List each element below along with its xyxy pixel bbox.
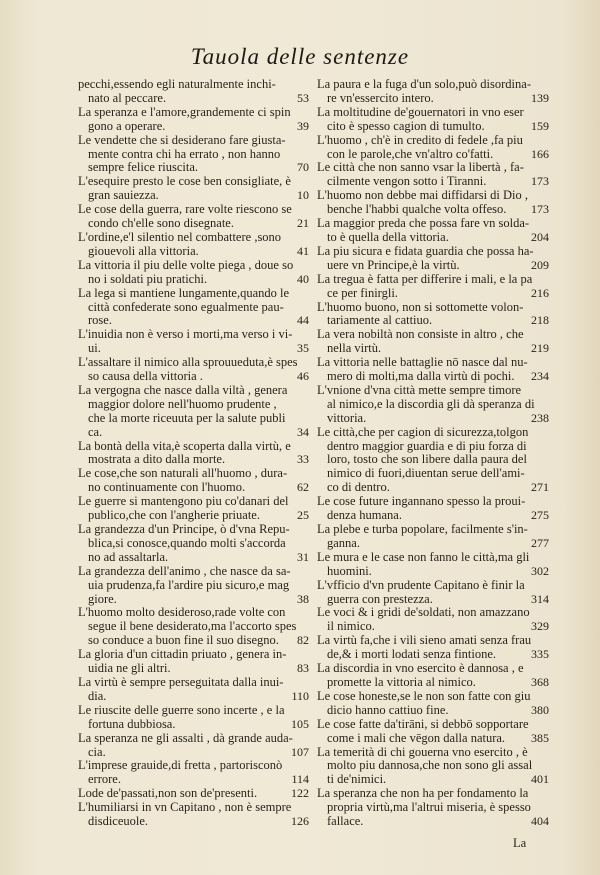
entry-line: de,& i morti lodati senza fintione. <box>327 648 497 662</box>
entry-line: Le voci & i gridi de'soldati, non amazzano <box>317 606 530 620</box>
index-entry <box>78 287 309 329</box>
page-number: 110 <box>291 688 309 703</box>
entry-line: mente contra chi ha errato , non hanno <box>88 147 281 161</box>
index-entry <box>317 551 549 579</box>
page-number: 107 <box>291 744 309 759</box>
page-number: 25 <box>297 508 309 523</box>
index-entry <box>78 203 309 231</box>
index-entry <box>78 704 309 732</box>
page-number: 53 <box>297 90 309 105</box>
entry-line: L'huomo non debbe mai diffidarsi di Dio , <box>317 189 529 203</box>
entry-line: cia. <box>88 745 106 759</box>
index-entry <box>317 718 549 746</box>
entry-line: Le città,che per cagion di sicurezza,tolgon <box>317 425 529 439</box>
page-number: 34 <box>297 424 309 439</box>
entry-line: ti de'nimici. <box>327 773 387 787</box>
index-entry <box>317 606 549 634</box>
page-number: 166 <box>531 146 549 161</box>
page-number: 271 <box>531 480 549 495</box>
entry-line: uia prudenza,fa l'ardire piu sicuro,e mag <box>88 578 290 592</box>
index-entry <box>317 106 549 134</box>
page-number: 173 <box>531 202 549 217</box>
entry-line: fallace. <box>327 815 364 829</box>
entry-line: dicio hanno cattiuo fine. <box>327 703 449 717</box>
entry-line: publico,che con l'angherie priuate. <box>88 509 260 523</box>
index-entry <box>78 759 309 787</box>
entry-line: al nimico,e la discordia gli dà speranza di <box>327 397 535 411</box>
index-entry <box>78 259 309 287</box>
entry-line: gran sauiezza. <box>88 189 159 203</box>
entry-line: L'inuidia non è verso i morti,ma verso i vi- <box>78 328 293 342</box>
entry-line: L'huomo , ch'è in credito di fedele ,fa piu <box>317 133 523 147</box>
entry-line: mostrata a dito dalla morte. <box>88 453 226 467</box>
entry-line: L'assaltare il nimico alla sprouueduta,è spes <box>78 356 298 370</box>
page-number: 10 <box>297 188 309 203</box>
entry-line: Le mura e le case non fanno le città,ma gli <box>317 550 530 564</box>
entry-line: blica,si conosce,quando molti s'accorda <box>88 536 286 550</box>
page-number: 314 <box>531 591 549 606</box>
entry-line: La grandezza dell'animo , che nasce da sa- <box>78 564 291 578</box>
entry-line: che la morte riceuuta per la salute publi <box>88 411 286 425</box>
entry-line: gono a operare. <box>88 119 166 133</box>
entry-line: huomini. <box>327 564 372 578</box>
index-entry <box>78 106 309 134</box>
index-entry <box>317 78 549 106</box>
entry-line: no i soldati piu pratichi. <box>88 272 208 286</box>
entry-line: L'esequire presto le cose ben consigliate, è <box>78 175 291 189</box>
entry-line: L'ordine,e'l silentio nel combattere ,sono <box>78 230 282 244</box>
entry-line: denza humana. <box>327 509 402 523</box>
entry-line: ca. <box>88 425 103 439</box>
page-number: 82 <box>297 633 309 648</box>
index-entry <box>78 495 309 523</box>
index-entry <box>78 78 309 106</box>
entry-line: nella virtù. <box>327 342 382 356</box>
entry-line: cilmente vengon sotto i Tiranni. <box>327 175 487 189</box>
entry-line: no continuamente con l'huomo. <box>88 481 246 495</box>
index-entry <box>78 175 309 203</box>
index-entry <box>317 662 549 690</box>
page-number: 122 <box>291 786 309 801</box>
entry-line: promette la vittoria al nimico. <box>327 675 476 689</box>
entry-line: errore. <box>88 773 121 787</box>
page-number: 368 <box>531 674 549 689</box>
entry-line: Le cose della guerra, rare volte riescono se <box>78 203 292 217</box>
entry-line: L'vfficio d'vn prudente Capitano è finir la <box>317 578 525 592</box>
entry-line: tariamente al cattiuo. <box>327 314 433 328</box>
page-number: 216 <box>531 285 549 300</box>
page-number: 275 <box>531 508 549 523</box>
entry-line: segue il bene desiderato,ma l'accorto spes <box>88 620 297 634</box>
index-entry <box>78 231 309 259</box>
index-entry <box>317 523 549 551</box>
page-number: 385 <box>531 730 549 745</box>
entry-line: Le vendette che si desiderano fare giusta- <box>78 133 286 147</box>
entry-line: Le cose fatte da'tirāni, si debbō sopportare <box>317 717 529 731</box>
entry-line: Le città che non sanno vsar la libertà , fa- <box>317 161 524 175</box>
index-entry <box>78 606 309 648</box>
entry-line: cito è spesso cagion di tumulto. <box>327 119 485 133</box>
index-entry <box>317 690 549 718</box>
page-number: 401 <box>531 772 549 787</box>
page-number: 70 <box>297 160 309 175</box>
entry-line: no ad assaltarla. <box>88 550 169 564</box>
entry-line: La temerità di chi gouerna vno esercito , è <box>317 745 528 759</box>
entry-line: vittoria. <box>327 411 367 425</box>
entry-line: Le cose future ingannano spesso la proui- <box>317 495 526 509</box>
entry-line: so conduce a buon fine il suo disegno. <box>88 634 279 648</box>
index-entry <box>78 565 309 607</box>
page-number: 114 <box>291 772 309 787</box>
entry-line: L'imprese grauide,di fretta , partorisconò <box>78 759 283 773</box>
entry-line: La plebe e turba popolare, facilmente s'in- <box>317 523 528 536</box>
index-entry <box>317 356 549 384</box>
index-entry <box>317 161 549 189</box>
index-entry <box>317 217 549 245</box>
index-entry <box>317 579 549 607</box>
page-number: 40 <box>297 271 309 286</box>
entry-line: to è quella della vittoria. <box>327 230 449 244</box>
entry-line: uere vn Principe,è la virtù. <box>327 258 460 272</box>
entry-line: re vn'essercito intero. <box>327 91 434 105</box>
entry-line: ce per finirgli. <box>327 286 398 300</box>
page-number: 46 <box>297 369 309 384</box>
entry-line: nato al peccare. <box>88 91 167 105</box>
index-entry <box>78 648 309 676</box>
left-column <box>78 78 309 829</box>
index-entry <box>317 426 549 496</box>
page-number: 173 <box>531 174 549 189</box>
page-number: 39 <box>297 118 309 133</box>
entry-line: Le cose honeste,se le non son fatte con giu <box>317 689 531 703</box>
entry-line: so causa della vittoria . <box>88 370 203 384</box>
entry-line: disdiceuole. <box>88 815 149 829</box>
page-number: 126 <box>291 814 309 829</box>
page-number: 139 <box>531 90 549 105</box>
index-entry <box>317 384 549 426</box>
page-number: 238 <box>531 410 549 425</box>
index-entry <box>78 732 309 760</box>
entry-line: La gloria d'un cittadin priuato , genera in- <box>78 648 287 662</box>
entry-line: La virtù fa,che i vili sieno amati senza frau <box>317 634 532 648</box>
entry-line: città confederate sono egualmente pau- <box>88 300 284 314</box>
entry-line: ui. <box>88 342 101 356</box>
entry-line: La discordia in vno esercito è dannosa , e <box>317 662 524 676</box>
entry-line: maggior dolore nell'huomo prudente , <box>88 397 277 411</box>
index-entry <box>78 787 309 801</box>
entry-line: L'huomo buono, non si sottomette volon- <box>317 300 524 314</box>
entry-line: La grandezza d'un Principe, ò d'vna Repu- <box>78 523 290 536</box>
entry-line: La vittoria il piu delle volte piega , doue so <box>78 258 294 272</box>
page-title: Tauola delle sentenze <box>190 44 410 69</box>
index-entry <box>78 523 309 565</box>
page-number: 41 <box>297 243 309 258</box>
page-number: 404 <box>531 814 549 829</box>
page-number: 335 <box>531 647 549 662</box>
entry-line: benche l'habbi qualche volta offeso. <box>327 203 507 217</box>
entry-line: dentro maggior guardia e di piu forza di <box>327 439 527 453</box>
page-number: 219 <box>531 341 549 356</box>
entry-line: co di dentro. <box>327 481 390 495</box>
entry-line: La paura e la fuga d'un solo,può disordina- <box>317 78 531 91</box>
index-entry <box>78 134 309 176</box>
index-entry <box>78 676 309 704</box>
page-number: 31 <box>297 549 309 564</box>
entry-line: La speranza e l'amore,grandemente ci spin <box>78 105 291 119</box>
page-number: 209 <box>531 257 549 272</box>
entry-line: La vittoria nelle battaglie nō nasce dal nu- <box>317 356 528 370</box>
page-number: 234 <box>531 369 549 384</box>
page-number: 33 <box>297 452 309 467</box>
index-entry <box>317 634 549 662</box>
entry-line: condo ch'elle sono disegnate. <box>88 217 234 231</box>
entry-line: La tregua è fatta per differire i mali, e la pa <box>317 272 533 286</box>
entry-line: pecchi,essendo egli naturalmente inchi- <box>78 78 276 91</box>
entry-line: uidia ne gli altri. <box>88 662 171 676</box>
catchword: La <box>513 836 527 850</box>
page-number: 159 <box>531 118 549 133</box>
entry-line: La moltitudine de'gouernatori in vno eser <box>317 105 524 119</box>
index-entry <box>317 189 549 217</box>
index-entry <box>317 328 549 356</box>
entry-line: La bontà della vita,è scoperta dalla virtù, e <box>78 439 291 453</box>
entry-line: La lega si mantiene lungamente,quando le <box>78 286 290 300</box>
entry-line: nimico di fuori,diuentan serue dell'ami- <box>327 467 525 481</box>
index-entry <box>78 384 309 440</box>
entry-line: La speranza ne gli assalti , dà grande auda- <box>78 731 293 745</box>
entry-line: Lode de'passati,non son de'presenti. <box>78 787 258 801</box>
page-number: 105 <box>291 716 309 731</box>
entry-line: giore. <box>88 592 117 606</box>
entry-line: Le riuscite delle guerre sono incerte , e la <box>78 703 285 717</box>
page-number: 329 <box>531 619 549 634</box>
right-column <box>317 78 549 829</box>
entry-line: La virtù è sempre perseguitata dalla inui- <box>78 675 284 689</box>
index-entry <box>317 301 549 329</box>
entry-line: con le parole,che vn'altro co'fatti. <box>327 147 494 161</box>
index-entry <box>78 356 309 384</box>
entry-line: ganna. <box>327 536 360 550</box>
page-number: 218 <box>531 313 549 328</box>
entry-line: mero di molti,ma dalla virtù di pochi. <box>327 370 515 384</box>
index-entry <box>78 328 309 356</box>
entry-line: molto piu dannosa,che non sono gli assal <box>327 759 533 773</box>
page-number: 380 <box>531 702 549 717</box>
entry-line: propria virtù,ma l'altrui miseria, è spesso <box>327 801 531 815</box>
entry-line: La maggior preda che possa fare vn solda- <box>317 217 530 231</box>
entry-line: La vergogna che nasce dalla viltà , genera <box>78 383 288 397</box>
entry-line: rose. <box>88 314 112 328</box>
entry-line: come i mali che vēgon dalla natura. <box>327 731 506 745</box>
page-number: 35 <box>297 341 309 356</box>
index-entry <box>317 134 549 162</box>
index-entry <box>317 495 549 523</box>
index-entry <box>78 440 309 468</box>
entry-line: Le cose,che son naturali all'huomo , dura- <box>78 467 288 481</box>
index-entry <box>78 801 309 829</box>
index-entry <box>317 273 549 301</box>
entry-line: giouevoli alla vittoria. <box>88 244 199 258</box>
page-number: 44 <box>297 313 309 328</box>
page-number: 302 <box>531 563 549 578</box>
page-number: 21 <box>297 216 309 231</box>
index-entry <box>78 467 309 495</box>
index-entry <box>317 245 549 273</box>
entry-line: Le guerre si mantengono piu co'danari del <box>78 495 289 509</box>
entry-line: La piu sicura e fidata guardia che possa ha- <box>317 244 534 258</box>
entry-line: il nimico. <box>327 620 375 634</box>
entry-line: L'huomo molto desideroso,rade volte con <box>78 606 286 620</box>
entry-line: fortuna dubbiosa. <box>88 717 176 731</box>
entry-line: loro, tosto che son libere dalla paura del <box>327 453 527 467</box>
entry-line: La vera nobiltà non consiste in altro , che <box>317 328 524 342</box>
page-number: 62 <box>297 480 309 495</box>
page-number: 83 <box>297 661 309 676</box>
index-entry <box>317 787 549 829</box>
entry-line: La speranza che non ha per fondamento la <box>317 787 529 801</box>
entry-line: guerra con prestezza. <box>327 592 433 606</box>
index-entry <box>317 746 549 788</box>
page-number: 204 <box>531 229 549 244</box>
entry-line: L'vnione d'vna città mette sempre timore <box>317 383 522 397</box>
entry-line: sempre felice riuscita. <box>88 161 199 175</box>
page-number: 277 <box>531 535 549 550</box>
entry-line: L'humiliarsi in vn Capitano , non è sempre <box>78 801 292 815</box>
page-number: 38 <box>297 591 309 606</box>
entry-line: dia. <box>88 689 107 703</box>
